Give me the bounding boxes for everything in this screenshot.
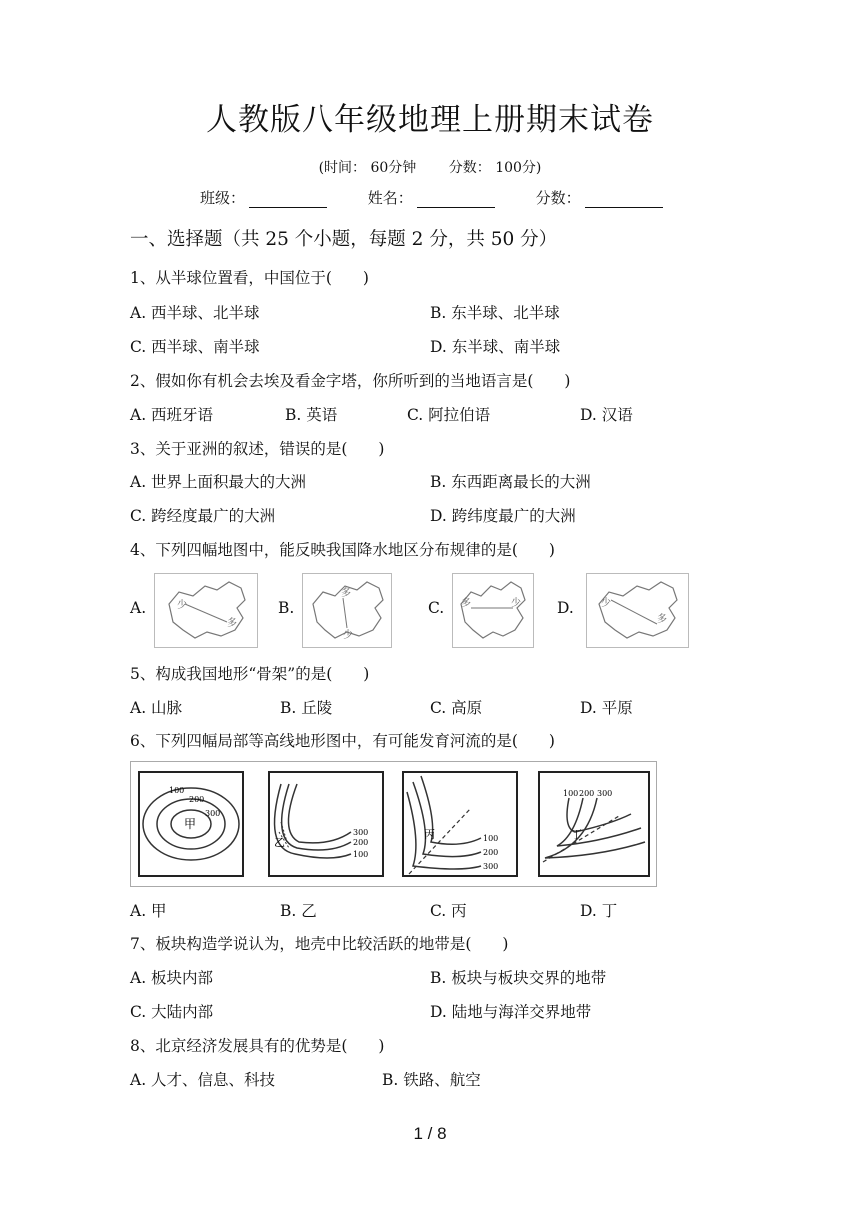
q4-option-b[interactable]: B.: [278, 599, 295, 617]
question-1: 1、从半球位置看，中国位于( ): [130, 269, 369, 287]
q5-option-a[interactable]: A. 山脉: [130, 699, 183, 717]
q3-option-b[interactable]: B. 东西距离最长的大洲: [430, 473, 591, 491]
contour-label-100: 100: [353, 850, 369, 859]
question-3: 3、关于亚洲的叙述，错误的是( ): [130, 440, 385, 458]
q2-option-a[interactable]: A. 西班牙语: [130, 406, 214, 424]
q6-option-c[interactable]: C. 丙: [430, 902, 467, 920]
contour-label-100: 100: [169, 786, 185, 795]
map-label-few: 少: [511, 598, 521, 609]
score-label: 分数：: [535, 189, 581, 207]
q2-option-d[interactable]: D. 汉语: [580, 406, 633, 424]
contour-panel-yi[interactable]: [269, 772, 383, 876]
china-outline-icon: [303, 574, 391, 647]
china-outline-icon: [587, 574, 688, 647]
china-map-a[interactable]: [154, 573, 258, 648]
q1-option-b[interactable]: B. 东半球、北半球: [430, 304, 560, 322]
question-2: 2、假如你有机会去埃及看金字塔，你所听到的当地语言是( ): [130, 372, 571, 390]
contour-label-ding: 丁: [571, 828, 582, 841]
china-map-b[interactable]: [302, 573, 392, 648]
name-field[interactable]: [417, 191, 495, 208]
contour-label-300: 300: [597, 789, 613, 798]
q5-option-d[interactable]: D. 平原: [580, 699, 633, 717]
china-outline-icon: [453, 574, 533, 647]
q5-option-b[interactable]: B. 丘陵: [280, 699, 333, 717]
question-6: 6、下列四幅局部等高线地形图中，有可能发育河流的是( ): [130, 732, 555, 750]
q4-option-a[interactable]: A.: [130, 599, 147, 617]
contour-panel-ding[interactable]: [539, 772, 649, 876]
contour-label-300: 300: [353, 828, 369, 837]
question-7: 7、板块构造学说认为，地壳中比较活跃的地带是( ): [130, 935, 509, 953]
q6-option-d[interactable]: D. 丁: [580, 902, 618, 920]
map-label-few: 少: [601, 598, 611, 609]
contour-label-jia: 甲: [184, 817, 197, 831]
contour-label-300: 300: [483, 862, 499, 871]
q3-option-c[interactable]: C. 跨经度最广的大洲: [130, 507, 276, 525]
q1-option-d[interactable]: D. 东半球、南半球: [430, 338, 561, 356]
contour-label-200: 200: [579, 789, 595, 798]
q7-option-c[interactable]: C. 大陆内部: [130, 1003, 214, 1021]
exam-meta: [0, 157, 860, 177]
q3-option-d[interactable]: D. 跨纬度最广的大洲: [430, 507, 576, 525]
contour-label-200: 200: [483, 848, 499, 857]
q3-option-a[interactable]: A. 世界上面积最大的大洲: [130, 473, 307, 491]
contour-label-200: 200: [189, 795, 205, 804]
map-label-many: 多: [461, 598, 471, 609]
page-title: 人教版八年级地理上册期末试卷: [206, 102, 654, 138]
q6-option-a[interactable]: A. 甲: [130, 902, 167, 920]
q6-option-b[interactable]: B. 乙: [280, 902, 317, 920]
map-label-many: 多: [657, 614, 667, 625]
q1-option-c[interactable]: C. 西半球、南半球: [130, 338, 260, 356]
question-8: 8、北京经济发展具有的优势是( ): [130, 1037, 385, 1055]
map-label-few: 少: [177, 600, 187, 611]
china-map-d[interactable]: [586, 573, 689, 648]
q2-option-c[interactable]: C. 阿拉伯语: [407, 406, 491, 424]
contour-maps-figure: [130, 761, 657, 887]
q7-option-a[interactable]: A. 板块内部: [130, 969, 214, 987]
contour-panel-bing[interactable]: [403, 772, 517, 876]
exam-total-score: 分数： 100分): [448, 160, 542, 176]
contour-label-300: 300: [205, 809, 221, 818]
question-4: 4、下列四幅地图中，能反映我国降水地区分布规律的是( ): [130, 541, 555, 559]
question-5: 5、构成我国地形“骨架”的是( ): [130, 665, 370, 683]
contour-label-100: 100: [563, 789, 579, 798]
name-label: 姓名：: [367, 189, 413, 207]
q2-option-b[interactable]: B. 英语: [285, 406, 338, 424]
q4-option-c[interactable]: C.: [428, 599, 445, 617]
q4-option-d[interactable]: D.: [557, 599, 574, 617]
class-field[interactable]: [249, 191, 327, 208]
contour-panel-jia[interactable]: [139, 772, 243, 876]
china-outline-icon: [155, 574, 257, 647]
contour-label-yi: 乙: [274, 836, 285, 849]
map-label-few: 少: [343, 630, 353, 641]
class-label: 班级：: [200, 189, 246, 207]
q5-option-c[interactable]: C. 高原: [430, 699, 483, 717]
score-field[interactable]: [585, 191, 663, 208]
q1-option-a[interactable]: A. 西半球、北半球: [130, 304, 260, 322]
map-label-many: 多: [227, 618, 237, 629]
student-info-fields: [200, 187, 699, 208]
map-label-many: 多: [341, 588, 351, 599]
contour-label-200: 200: [353, 838, 369, 847]
exam-time: (时间： 60分钟: [318, 160, 417, 176]
q7-option-d[interactable]: D. 陆地与海洋交界地带: [430, 1003, 592, 1021]
contour-label-bing: 丙: [424, 828, 435, 841]
section-heading: 一、选择题（共 25 个小题，每题 2 分，共 50 分）: [130, 229, 558, 250]
contour-label-100: 100: [483, 834, 499, 843]
q7-option-b[interactable]: B. 板块与板块交界的地带: [430, 969, 607, 987]
china-map-c[interactable]: [452, 573, 534, 648]
q8-option-b[interactable]: B. 铁路、航空: [382, 1071, 481, 1089]
q8-option-a[interactable]: A. 人才、信息、科技: [130, 1071, 276, 1089]
page-number: 1 / 8: [413, 1124, 447, 1143]
